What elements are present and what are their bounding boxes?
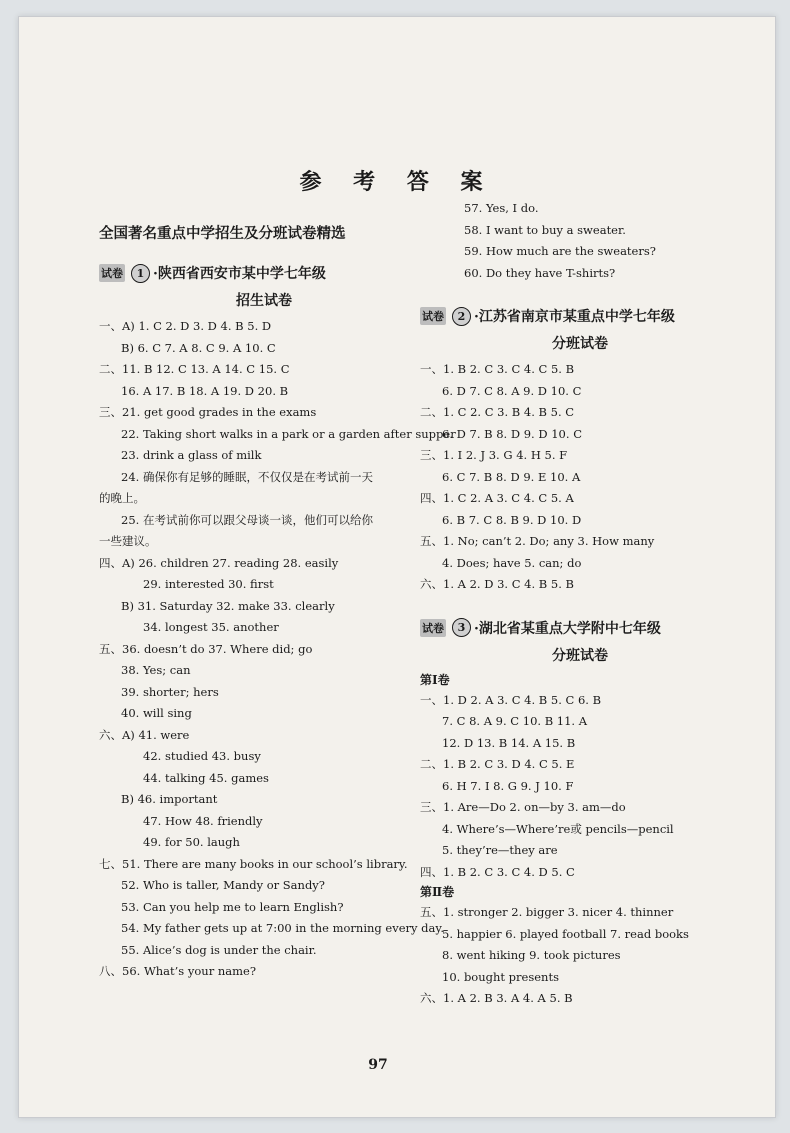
answer-line: 五、1. stronger 2. bigger 3. nicer 4. thinner — [420, 905, 674, 919]
answer-line: 10. bought presents — [442, 969, 559, 984]
exam-2-subtitle: 分班试卷 — [552, 336, 608, 352]
answer-line: 七、51. There are many books in our school’s library. — [99, 856, 408, 871]
answer-line: 53. Can you help me to learn English? — [121, 899, 344, 914]
exam-3-heading — [420, 618, 740, 638]
answer-line: 54. My father gets up at 7:00 in the morning every day. — [121, 921, 445, 935]
answer-line: 五、1. No; can’t 2. Do; any 3. How many — [420, 534, 655, 548]
answer-line: 60. Do they have T-shirts? — [464, 265, 616, 280]
exam-badge: 试卷 — [99, 264, 125, 282]
exam-3-title: ·湖北省某重点大学附中七年级 — [474, 620, 661, 637]
answer-line: 二、1. C 2. C 3. B 4. B 5. C — [420, 405, 575, 419]
answer-line: 三、1. Are—Do 2. on—by 3. am—do — [420, 800, 626, 814]
answer-line: 52. Who is taller, Mandy or Sandy? — [121, 878, 325, 892]
answer-line: 23. drink a glass of milk — [121, 448, 262, 462]
page-number: 97 — [368, 1057, 388, 1073]
answer-line: 39. shorter; hers — [121, 684, 219, 699]
answer-line: 58. I want to buy a sweater. — [464, 222, 626, 237]
page-title: 参 考 答 案 — [299, 169, 495, 195]
answer-line: 二、1. B 2. C 3. D 4. C 5. E — [420, 757, 575, 771]
exam-1-heading — [99, 263, 429, 283]
answer-line: 六、A) 41. were — [99, 727, 190, 742]
answer-line: 34. longest 35. another — [143, 620, 279, 634]
exam-number-circle: 3 — [452, 618, 471, 637]
exam-2-heading — [420, 306, 740, 326]
answer-line: B) 31. Saturday 32. make 33. clearly — [121, 598, 335, 613]
answer-line: 57. Yes, I do. — [464, 201, 539, 215]
answer-line: 16. A 17. B 18. A 19. D 20. B — [121, 383, 289, 398]
answer-line: 一些建议。 — [99, 534, 157, 548]
answer-line: 24. 确保你有足够的睡眠，不仅仅是在考试前一天 — [121, 469, 373, 484]
exam-2-title: ·江苏省南京市某重点中学七年级 — [474, 309, 675, 325]
answer-line: 五、36. doesn’t do 37. Where did; go — [99, 641, 313, 656]
answer-line: 三、1. I 2. J 3. G 4. H 5. F — [420, 448, 568, 462]
answer-line: 6. C 7. B 8. D 9. E 10. A — [442, 469, 581, 484]
part-1-label: 第Ⅰ卷 — [420, 672, 450, 687]
answer-line: 42. studied 43. busy — [143, 749, 261, 763]
exam-number-circle: 1 — [131, 264, 150, 283]
exam-1-title: ·陕西省西安市某中学七年级 — [153, 266, 326, 282]
answer-line: 49. for 50. laugh — [143, 835, 240, 849]
right-column — [420, 198, 740, 1010]
answer-line: 6. B 7. C 8. B 9. D 10. D — [442, 512, 582, 527]
answer-line: 四、A) 26. children 27. reading 28. easily — [99, 555, 339, 570]
answer-line: B) 6. C 7. A 8. C 9. A 10. C — [121, 340, 276, 355]
answer-line: 29. interested 30. first — [143, 577, 274, 591]
answer-line: 八、56. What’s your name? — [99, 964, 256, 978]
answer-line: 25. 在考试前你可以跟父母谈一谈，他们可以给你 — [121, 512, 373, 527]
answer-line: 40. will sing — [121, 706, 192, 720]
answer-line: 一、1. D 2. A 3. C 4. B 5. C 6. B — [420, 692, 602, 707]
answer-line: 12. D 13. B 14. A 15. B — [442, 735, 576, 750]
answer-line: 一、A) 1. C 2. D 3. D 4. B 5. D — [99, 319, 272, 333]
answer-line: 8. went hiking 9. took pictures — [442, 948, 621, 962]
section-title: 全国著名重点中学招生及分班试卷精选 — [99, 225, 346, 242]
exam-badge: 试卷 — [420, 307, 446, 325]
answer-line: 55. Alice’s dog is under the chair. — [121, 942, 317, 957]
answer-line: 六、1. A 2. B 3. A 4. A 5. B — [420, 991, 573, 1005]
exam-1-subtitle: 招生试卷 — [236, 293, 292, 309]
part-2-label: 第Ⅱ卷 — [420, 885, 455, 899]
answer-line: 四、1. B 2. C 3. C 4. D 5. C — [420, 864, 575, 879]
answer-line: 5. they’re—they are — [442, 843, 558, 857]
answer-line: 一、1. B 2. C 3. C 4. C 5. B — [420, 362, 575, 376]
answer-line: 6. D 7. B 8. D 9. D 10. C — [442, 426, 582, 441]
exam-badge: 试卷 — [420, 619, 446, 637]
answer-line: 三、21. get good grades in the exams — [99, 405, 317, 419]
answer-line: 59. How much are the sweaters? — [464, 244, 656, 258]
exam-number-circle: 2 — [452, 307, 471, 326]
answer-line: 7. C 8. A 9. C 10. B 11. A — [442, 714, 588, 728]
answer-line: 5. happier 6. played football 7. read books — [442, 926, 689, 941]
answer-line: 二、11. B 12. C 13. A 14. C 15. C — [99, 362, 290, 376]
answer-line: 6. H 7. I 8. G 9. J 10. F — [442, 778, 574, 793]
exam-3-subtitle: 分班试卷 — [552, 647, 608, 664]
answer-line: 22. Taking short walks in a park or a garden after supper — [121, 426, 456, 441]
answer-line: 4. Does; have 5. can; do — [442, 555, 582, 570]
answer-line: 38. Yes; can — [121, 663, 191, 677]
answer-line: B) 46. important — [121, 792, 218, 806]
answer-line: 47. How 48. friendly — [143, 813, 263, 828]
answer-line: 的晚上。 — [99, 491, 145, 505]
answer-line: 六、1. A 2. D 3. C 4. B 5. B — [420, 577, 574, 591]
answer-line: 4. Where’s—Where’re或 pencils—pencil — [442, 821, 674, 836]
answer-line: 6. D 7. C 8. A 9. D 10. C — [442, 383, 582, 398]
answer-line: 四、1. C 2. A 3. C 4. C 5. A — [420, 491, 574, 505]
answer-line: 44. talking 45. games — [143, 770, 269, 785]
